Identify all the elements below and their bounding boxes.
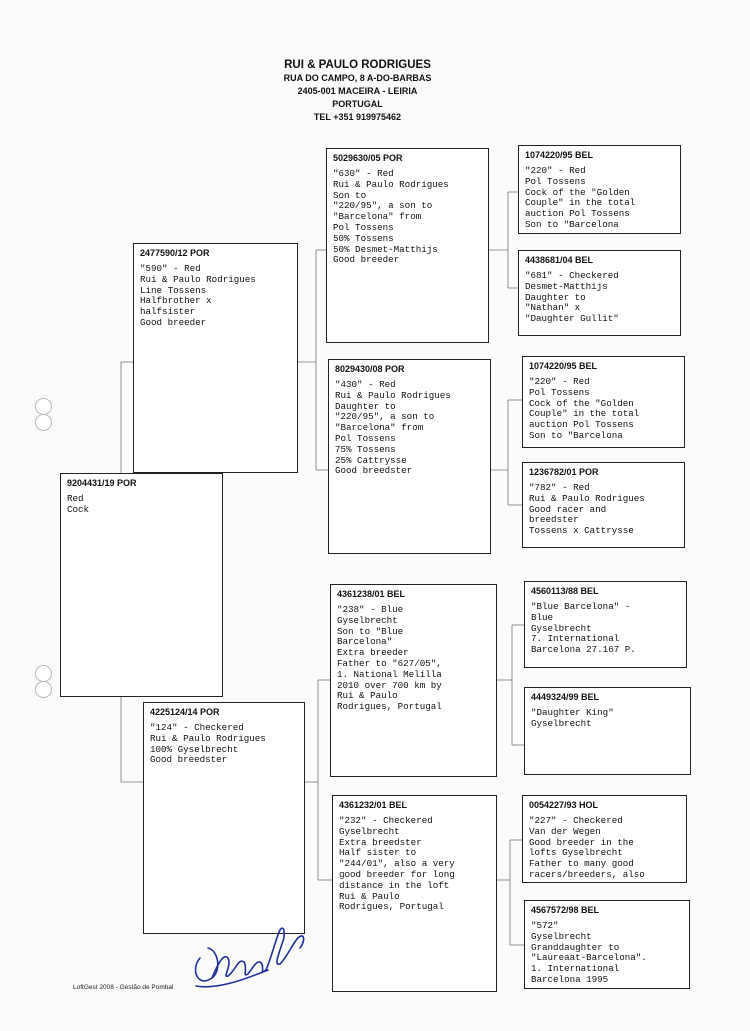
pigeon-description: "630" - Red Rui & Paulo Rodrigues Son to "220/95", a son to "Barcelona" from Pol Tossens 50% Tossens 50% Desmet-Matthijs Good breeder <box>333 168 449 266</box>
pigeon-description: "430" - Red Rui & Paulo Rodrigues Daughter to "220/95", a son to "Barcelona" from Pol Tossens 75% Tossens 25% Cattrysse Good breedster <box>335 379 451 477</box>
breeder-street: RUA DO CAMPO, 8 A-DO-BARBAS <box>283 73 432 83</box>
pigeon-card-dds <box>522 795 687 883</box>
punch-hole <box>35 398 52 415</box>
pigeon-card-sdd <box>522 462 685 548</box>
pigeon-description: "Blue Barcelona" - Blue Gyselbrecht 7. International Barcelona 27.167 P. <box>531 601 636 656</box>
breeder-header <box>250 58 465 124</box>
pigeon-card-ddd <box>524 900 690 989</box>
software-footer: LoftGest 2008 - Gestão de Pombal <box>73 984 174 991</box>
pigeon-description: "220" - Red Pol Tossens Cock of the "Golden Couple" in the total auction Pol Tossens Son to "Barcelona <box>529 376 640 441</box>
ring-number: 4449324/99 BEL <box>531 692 600 702</box>
ring-number: 8029430/08 POR <box>335 364 405 374</box>
ring-number: 1236782/01 POR <box>529 467 599 477</box>
ring-number: 2477590/12 POR <box>140 248 210 258</box>
ring-number: 0054227/93 HOL <box>529 800 599 810</box>
punch-hole <box>35 681 52 698</box>
ring-number: 4225124/14 POR <box>150 707 220 717</box>
punch-hole <box>35 665 52 682</box>
pigeon-card-dam <box>143 702 305 934</box>
ring-number: 4438681/04 BEL <box>525 255 594 265</box>
pigeon-card-sire-sire <box>326 148 489 343</box>
pigeon-description: "Daughter King" Gyselbrecht <box>531 707 614 729</box>
ring-number: 9204431/19 POR <box>67 478 137 488</box>
ring-number: 4361238/01 BEL <box>337 589 406 599</box>
pigeon-description: "227" - Checkered Van der Wegen Good breeder in the lofts Gyselbrecht Father to many good racers/breeders, also <box>529 815 645 880</box>
breeder-country: PORTUGAL <box>332 99 383 109</box>
ring-number: 4567572/98 BEL <box>531 905 600 915</box>
pigeon-card-subject <box>60 473 223 697</box>
handwritten-signature <box>188 908 313 993</box>
pigeon-description: Red Cock <box>67 493 90 515</box>
pigeon-card-sds <box>522 356 685 448</box>
ring-number: 5029630/05 POR <box>333 153 403 163</box>
pigeon-card-ssd <box>518 250 681 336</box>
pigeon-card-sss <box>518 145 681 234</box>
pigeon-card-dam-sire <box>330 584 497 777</box>
pigeon-description: "782" - Red Rui & Paulo Rodrigues Good racer and breedster Tossens x Cattrysse <box>529 482 645 537</box>
pigeon-description: "590" - Red Rui & Paulo Rodrigues Line Tossens Halfbrother x halfsister Good breeder <box>140 263 256 328</box>
pigeon-card-sire-dam <box>328 359 491 554</box>
breeder-name: RUI & PAULO RODRIGUES <box>284 59 431 71</box>
pigeon-card-dsd <box>524 687 691 775</box>
ring-number: 1074220/95 BEL <box>525 150 594 160</box>
punch-hole <box>35 414 52 431</box>
pigeon-description: "124" - Checkered Rui & Paulo Rodrigues 100% Gyselbrecht Good breedster <box>150 722 266 766</box>
breeder-city: 2405-001 MACEIRA - LEIRIA <box>297 86 418 96</box>
pigeon-card-sire <box>133 243 298 473</box>
pigeon-card-dam-dam <box>332 795 497 992</box>
pigeon-description: "238" - Blue Gyselbrecht Son to "Blue Barcelona" Extra breeder Father to "627/05", 1. National Melilla 2010 over 700 km by Rui & Paulo Rodrigues, Portugal <box>337 604 442 713</box>
pigeon-description: "572" Gyselbrecht Granddaughter to "Laureaat-Barcelona". 1. International Barcelona 1995 <box>531 920 647 985</box>
ring-number: 1074220/95 BEL <box>529 361 598 371</box>
ring-number: 4361232/01 BEL <box>339 800 408 810</box>
pigeon-description: "220" - Red Pol Tossens Cock of the "Golden Couple" in the total auction Pol Tossens Son to "Barcelona <box>525 165 636 230</box>
pigeon-description: "681" - Checkered Desmet-Matthijs Daughter to "Nathan" x "Daughter Gullit" <box>525 270 619 325</box>
ring-number: 4560113/88 BEL <box>531 586 599 596</box>
pigeon-card-dss <box>524 581 687 668</box>
breeder-phone: TEL +351 919975462 <box>313 112 402 122</box>
pigeon-description: "232" - Checkered Gyselbrecht Extra breedster Half sister to "244/01", also a very good breeder for long distance in the loft Rui & Paulo Rodrigues, Portugal <box>339 815 455 913</box>
